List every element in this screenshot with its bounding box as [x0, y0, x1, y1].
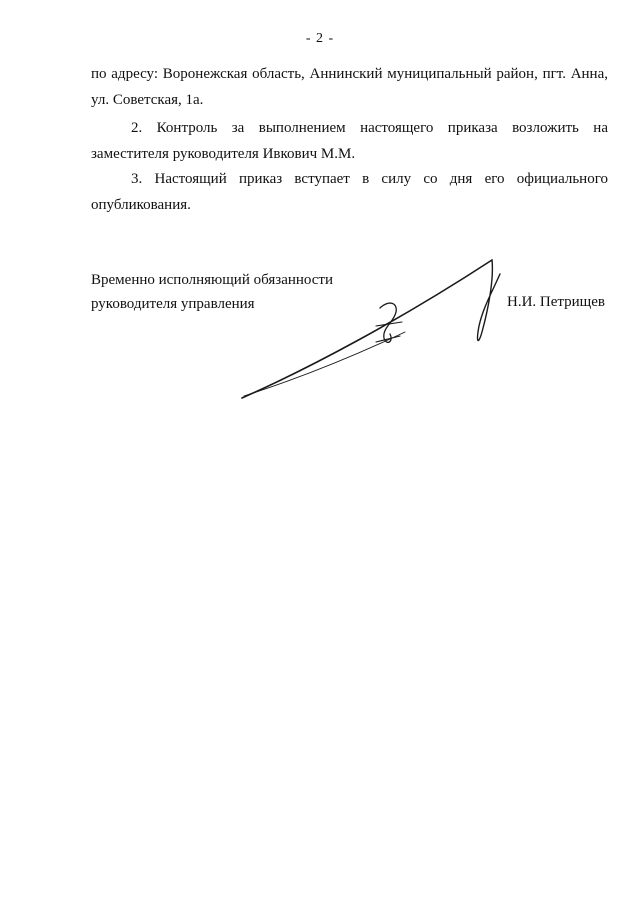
position-line-1: Временно исполняющий обязанности	[91, 272, 334, 288]
page-number: - 2 -	[305, 31, 335, 46]
paragraph-address: по адресу: Воронежская область, Аннинский муниципальный район, пгт. Анна, ул. Советская, 1а.	[91, 66, 608, 108]
signer-name: Н.И. Петрищев	[507, 294, 605, 310]
position-line-2: руководителя управления	[91, 296, 255, 312]
handwritten-signature	[230, 250, 520, 410]
paragraph-effective-date: 3. Настоящий приказ вступает в силу со дня его официального опубликования.	[91, 171, 608, 213]
paragraph-control: 2. Контроль за выполнением настоящего приказа возложить на заместителя руководителя Ивкович М.М.	[91, 120, 608, 162]
